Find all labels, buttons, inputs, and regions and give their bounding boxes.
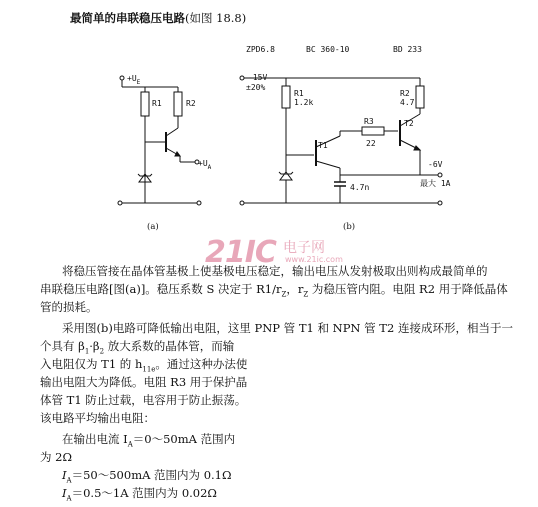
spec-line2: 为 2Ω [40, 450, 73, 464]
para2-line1: 采用图(b)电路可降低输出电阻，这里 PNP 管 T1 和 NPN 管 T2 连接成环形，相当于一 [62, 321, 513, 335]
label-ue: $+U_E$ [127, 74, 141, 86]
label-ua: $+U_A$ [198, 159, 212, 171]
para1-line1: 将稳压管接在晶体管基极上使基极电压稳定，输出电压从发射极取出则构成最简单的 [62, 264, 488, 278]
label-r1-value: 1.2k [294, 98, 314, 107]
terminal-ue [120, 76, 124, 80]
para2-line4: 输出电阻大为降低。电阻 R3 用于保护晶 [40, 375, 248, 389]
watermark-en: www.21ic.com [285, 255, 343, 264]
caption-a: (a) [147, 222, 159, 232]
label-tolerance: ±20% [246, 83, 266, 92]
label-6v: -6V [428, 160, 443, 169]
label-r3: R3 [364, 117, 374, 126]
resistor-r3 [362, 127, 384, 135]
spec-line3: $I_A=50\sim 500mA$ 范围内为 0.1Ω [62, 468, 232, 485]
label-bd: BD 233 [393, 45, 422, 54]
watermark-cn: 电子网 [283, 240, 325, 256]
label-capacitor: 4.7n [350, 183, 370, 192]
circuit-a [118, 74, 212, 232]
title-figure-ref: (如图 18.8) [185, 11, 247, 25]
label-r3-value: 22 [366, 139, 376, 148]
label-15v: -15V [248, 73, 268, 82]
circuit-diagram [0, 0, 538, 240]
label-r1-b: R1 [294, 89, 304, 98]
para1-line3: 管的损耗。 [40, 300, 98, 314]
spec-line1: 在输出电流 $I_A=0\sim 50mA$ 范围内 [62, 432, 236, 449]
title-text: 最简单的串联稳压电路 [70, 11, 185, 25]
label-max-current: 最大 1A [420, 179, 451, 188]
label-r2-a: R2 [186, 99, 196, 108]
label-t2: T2 [404, 119, 414, 128]
label-r2-b: R2 [400, 89, 410, 98]
para2-line6: 该电路平均输出电阻： [40, 411, 155, 425]
para2-line5: 体管 T1 防止过载，电容用于防止振荡。 [40, 393, 247, 407]
resistor-r2-b [416, 86, 424, 108]
caption-b: (b) [343, 222, 356, 232]
spec-line4: $I_A=0.5\sim 1A$ 范围内为 0.02Ω [62, 486, 217, 503]
circuit-b [240, 45, 451, 232]
label-r2-value: 4.7 [400, 98, 415, 107]
label-zpd: ZPD6.8 [246, 45, 275, 54]
para2-line2: 个具有 $\beta_1\cdot\beta_2$ 放大系数的晶体管，而输 [40, 339, 235, 356]
resistor-r2-a [174, 92, 182, 116]
resistor-r1-a [141, 92, 149, 116]
label-bc: BC 360-10 [306, 45, 350, 54]
watermark-number: 21IC [205, 235, 276, 270]
zener-b [280, 172, 292, 180]
resistor-r1-b [282, 86, 290, 108]
label-r1-a: R1 [152, 99, 162, 108]
para1-line2: 串联稳压电路[图(a)]。稳压系数 S 决定于 $R1/r_Z$，$r_Z$ 为稳压管内阻。电阻 R2 用于降低晶体 [40, 282, 508, 299]
para2-line3: 入电阻仅为 T1 的 $h_{11e}$。通过这种办法使 [40, 357, 248, 374]
label-t1: T1 [318, 141, 328, 150]
